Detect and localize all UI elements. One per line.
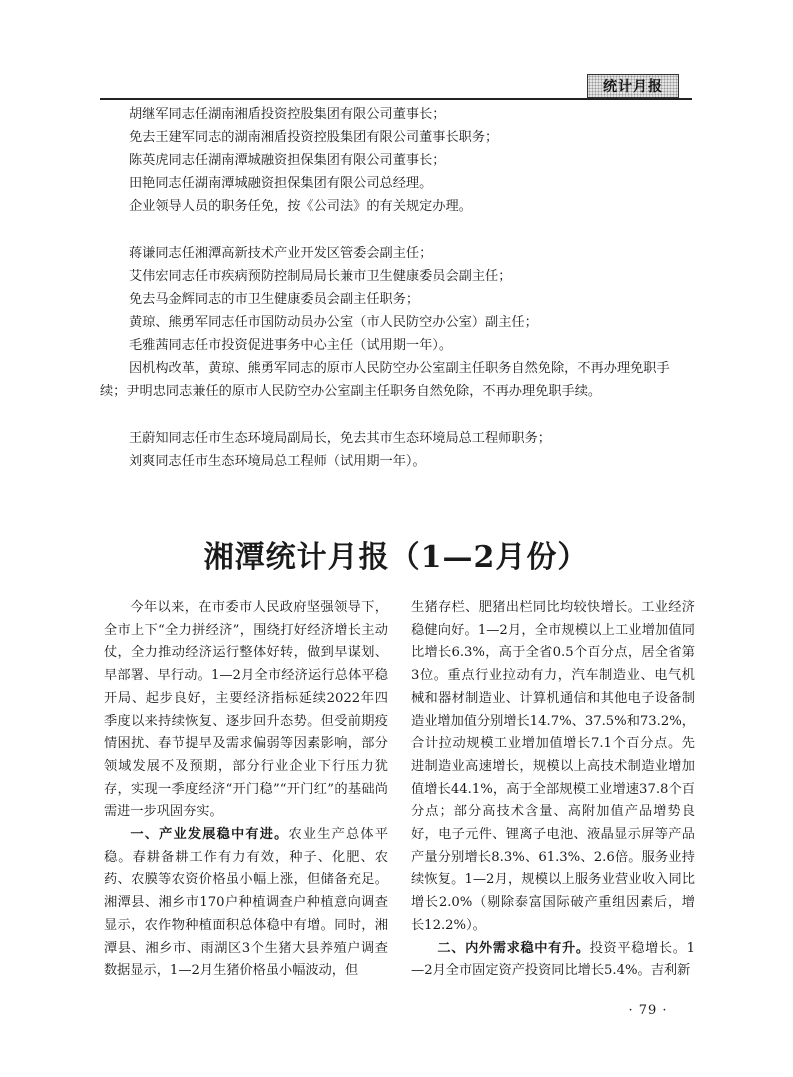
appointment-line: 王蔚知同志任市生态环境局副局长，免去其市生态环境局总工程师职务； (129, 431, 551, 446)
appointment-line: 胡继军同志任湖南湘盾投资控股集团有限公司董事长； (129, 107, 446, 122)
appointment-line: 田艳同志任湖南潭城融资担保集团有限公司总经理。 (129, 176, 433, 191)
appointment-line: 毛雅茜同志任市投资促进事务中心主任（试用期一年）。 (129, 338, 453, 353)
appointment-line: 蒋谦同志任湘潭高新技术产业开发区管委会副主任； (129, 246, 433, 261)
paragraph-text: 农业生产总体平稳。春耕备耕工作有力有效，种子、化肥、农药、农膜等农资价格虽小幅上涨，但储备充足。湘潭县、湘乡市170户种植调查户种植意向调查显示，农作物种植面积总体稳中有增。同时，湘潭县、湘乡市、雨湖区3个生猪大县养殖户调查数据显示，1—2月生猪价格虽小幅波动，但 (104, 827, 389, 979)
paragraph-text: 投资平稳增长。1—2月全市固定资产投资同比增长5.4%。吉利新 (411, 940, 696, 979)
header-rule (100, 98, 692, 100)
appointment-line: 刘爽同志任市生态环境局总工程师（试用期一年）。 (129, 454, 426, 469)
paragraph-gap (100, 218, 692, 242)
appointment-note-line: 因机构改革，黄琼、熊勇军同志的原市人民防空办公室副主任职务自然免除，不再办理免职手 (129, 361, 670, 376)
appointment-line: 黄琼、熊勇军同志任市国防动员办公室（市人民防空办公室）副主任； (129, 315, 538, 330)
article-paragraph: 今年以来，在市委市人民政府坚强领导下，全市上下“全力拼经济”，围绕打好经济增长主动仗，全力推动经济运行整体好转，做到早谋划、早部署、早行动。1—2月全市经济运行总体平稳开局、起步良好，主要经济指标延续2022年四季度以来持续恢复、逐步回升态势。但受前期疫情困扰、春节提早及需求偏弱等因素影响，部分领域发展不及预期，部分行业企业下行压力犹存，实现一季度经济“开门稳”“开门红”的基础尚需进一步巩固夯实。 (104, 600, 388, 820)
appointment-line: 企业领导人员的职务任免，按《公司法》的有关规定办理。 (129, 199, 472, 214)
article-column-right (411, 597, 695, 983)
appointment-line: 艾伟宏同志任市疾病预防控制局局长兼市卫生健康委员会副主任； (129, 269, 512, 284)
article-title: 湘潭统计月报（1—2月份） (203, 540, 589, 575)
appointment-note-line: 续；尹明忠同志兼任的原市人民防空办公室副主任职务自然免除，不再办理免职手续。 (100, 384, 602, 399)
appointment-line: 免去王建军同志的湖南湘盾投资控股集团有限公司董事长职务； (129, 130, 499, 145)
section-heading: 一、产业发展稳中有进。 (130, 827, 289, 843)
appointment-line: 免去马金辉同志的市卫生健康委员会副主任职务； (129, 292, 420, 307)
section-heading: 二、内外需求稳中有升。 (437, 940, 590, 956)
article-paragraph (104, 824, 388, 983)
section-label: 统计月报 (587, 74, 679, 98)
article-paragraph (411, 938, 695, 983)
article-paragraph: 生猪存栏、肥猪出栏同比均较快增长。工业经济稳健向好。1—2月，全市规模以上工业增加值同比增长6.3%，高于全省0.5个百分点，居全省第3位。重点行业拉动有力，汽车制造业、电气机械和器材制造业、计算机通信和其他电子设备制造业增加值分别增长14.7%、37.5%和73.2%，合计拉动规模工业增加值增长7.1个百分点。先进制造业高速增长，规模以上高技术制造业增加值增长44.1%，高于全部规模工业增速37.8个百分点；部分高技术含量、高附加值产品增势良好，电子元件、锂离子电池、液晶显示屏等产品产量分别增长8.3%、61.3%、2.6倍。服务业持续恢复。1—2月，规模以上服务业营业收入同比增长2.0%（剔除泰富国际破产重组因素后，增长12.2%）。 (411, 600, 695, 933)
article-column-left (104, 597, 388, 983)
appointment-line: 陈英虎同志任湖南潭城融资担保集团有限公司董事长； (129, 153, 446, 168)
page-number: · 79 · (628, 1003, 668, 1018)
appointments-list (100, 103, 692, 473)
paragraph-gap (100, 403, 692, 427)
